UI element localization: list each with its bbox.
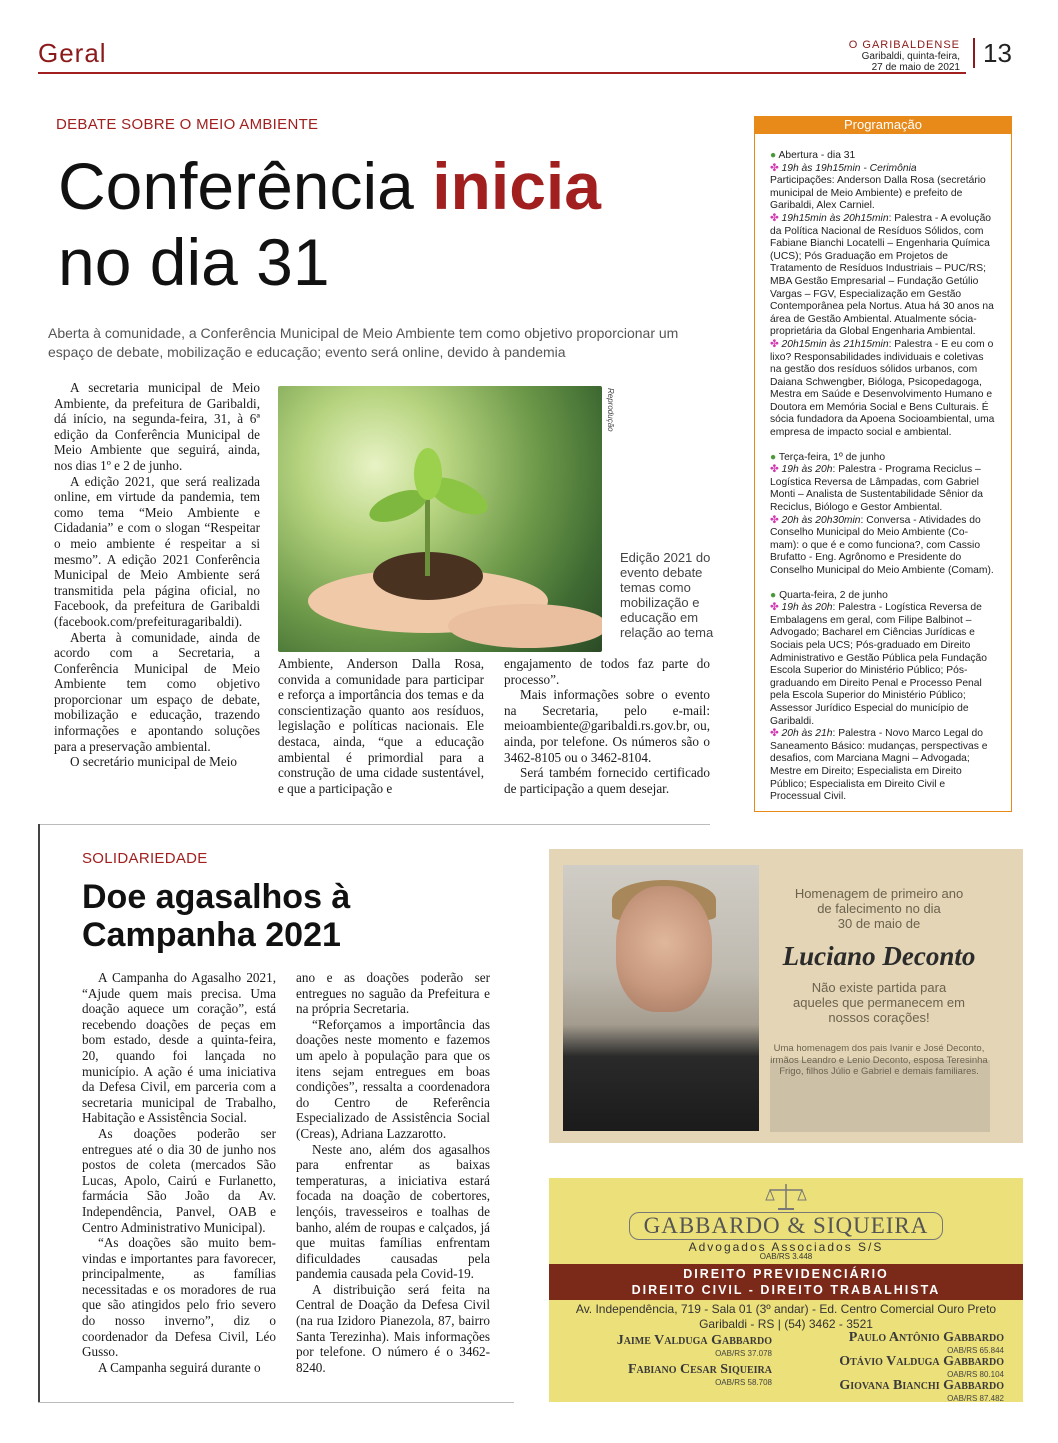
memorial-name: Luciano Deconto <box>782 941 976 971</box>
day-title: Abertura - dia 31 <box>778 150 856 161</box>
session-text: : Conversa - Atividades do Conselho Municipal do Meio Ambiente (Co-mam): o que é e como funciona?, com Cassio Brufatto - Eng. Agrônomo e Presidente do Conselho Municipal do Meio Ambiente (Comam). <box>770 514 994 576</box>
date-line-2: 27 de maio de 2021 <box>871 62 960 73</box>
paragraph: As doações poderão ser entregues até o dia 30 de junho nos postos de coleta (mercados São Lucas, Apolo, Cairú e Furlanetto, farmácia São João da Av. Independência, Panvel, OAB e Centro Administrativo Municipal). <box>82 1125 276 1235</box>
memorial-message: nossos corações! <box>828 1010 930 1025</box>
section-divider <box>38 824 710 825</box>
session-time: 19h às 20h <box>781 464 833 476</box>
hands-seedling-illustration <box>278 386 602 652</box>
lawyer-name: Otávio Valduga Gabbardo <box>839 1354 1004 1369</box>
law-firm-address: Av. Independência, 719 - Sala 01 (3º andar) - Ed. Centro Comercial Ouro Preto <box>575 1302 997 1316</box>
paragraph: A secretaria municipal de Meio Ambiente, da prefeitura de Garibaldi, dá início, na segunda-feira, 31, à 6ª edição da Conferência Municipal de Meio Ambiente que seguirá, ainda, nos dias 1º e 2 de junho. <box>54 380 260 473</box>
lawyer-oab: OAB/RS 58.708 <box>715 1378 772 1387</box>
lawyer <box>572 1362 772 1387</box>
article1-column-3 <box>504 656 710 796</box>
lawyer-oab: OAB/RS 37.078 <box>715 1349 772 1358</box>
portrait-face <box>616 886 712 1012</box>
paragraph: “As doações são muito bem-vindas e importantes para favorecer, principalmente, as famílias necessitadas e os moradores de rua que são atingidos pelo frio severo do nosso inverno”, diz o coordenador da Defesa Civil, Léo Gusso. <box>82 1235 276 1360</box>
flower-icon: ✤ <box>770 514 779 526</box>
article2-side-rule <box>38 824 40 1402</box>
masthead <box>849 40 960 73</box>
page-number-divider <box>973 38 975 68</box>
memorial-family: Uma homenagem dos pais Ivanir e José Deconto, irmãos Leandro e Lenio Deconto, esposa Teresinha Frigo, filhos Júlio e Gabriel e demais familiares. <box>770 1043 988 1077</box>
paragraph: ano e as doações poderão ser entregues no saguão da Prefeitura e na própria Secretaria. <box>296 970 490 1017</box>
article2-column-2 <box>296 970 490 1375</box>
day-title: Terça-feira, 1º de junho <box>778 451 886 463</box>
session-text: : Palestra - E eu com o lixo? Responsabilidades individuais e coletivas na gestão dos resíduos sólidos urbanos, com Daiana Schwengber, Bióloga, Psicopedagoga, Mestra em Saúde e Desenvolvimento Humano e Doutora em Memória Social e Bens Culturais. É sócia fundadora da Apoena Socioambiental, uma empresa de impacto social e ambiental. <box>770 338 995 439</box>
paragraph: Aberta à comunidade, ainda de acordo com a Secretaria, a Conferência Municipal de Meio Ambiente tem como objetivo proporcionar um espaço de debate, mobilização e educação, trazendo informações e apontando soluções para a preservação ambiental. <box>54 629 260 754</box>
bottom-divider <box>38 1402 514 1403</box>
practice-area: DIREITO PREVIDENCIÁRIO <box>683 1267 889 1281</box>
flower-icon: ✤ <box>770 162 779 174</box>
paper-name: O GARIBALDENSE <box>848 39 960 51</box>
page-number: 13 <box>983 38 1012 68</box>
lawyer-name: Paulo Antônio Gabbardo <box>848 1330 1004 1345</box>
flower-icon: ✤ <box>770 464 779 476</box>
session-time: 19h às 20h <box>781 602 833 614</box>
program-day <box>770 452 996 578</box>
header-rule <box>38 72 966 74</box>
day-title: Quarta-feira, 2 de junho <box>779 589 888 601</box>
seedling-photo <box>278 386 602 652</box>
paragraph: A Campanha do Agasalho 2021, “Ajude quem mais precisa. Uma doação aquece um coração”, está recebendo doações de peças em bom estado, desde a quinta-feira, 20, quando foi lançada no município. A ação é uma iniciativa da Defesa Civil, em parceria com a secretaria municipal de Trabalho, Habitação e Assistência Social. <box>82 970 276 1126</box>
session-time: 19h15min às 20h15min <box>781 212 889 224</box>
paragraph: engajamento de todos faz parte do processo”. <box>504 656 710 687</box>
bullet-icon: ● <box>770 150 777 161</box>
paragraph: Neste ano, além dos agasalhos para enfrentar as baixas temperaturas, a iniciativa estará focada na doação de cobertores, lençóis, travesseiros e toalhas de banho, além de roupas e calçados, já que muitas famílias enfrentam dificuldades causadas pela pandemia causada pela Covid-19. <box>296 1141 490 1282</box>
session-text: : Palestra - Logística Reversa de Embalagens em geral, com Filipe Balbinot – Advogado; Bacharel em Ciências Jurídicas e Sociais pela UCS; Pós-graduado em Direito Administrativo e Gestão Pública pela Fundação Escola Superior do Ministério Público; Pós-graduando em Direito Penal e Processo Penal pela Escola Superior do Ministério Público; Assessor Jurídico Especial do município de Garibaldi. <box>770 602 987 727</box>
section-name: Geral <box>38 38 107 68</box>
law-firm-phone: Garibaldi - RS | (54) 3462 - 3521 <box>699 1317 873 1331</box>
paragraph: Mais informações sobre o evento na Secretaria, pelo e-mail: meioambiente@garibaldi.rs.gov.br, ou, ainda, por telefone. Os números são o 3462-8105 ou o 3462-8104. <box>504 687 710 765</box>
article2-headline: Doe agasalhos à Campanha 2021 <box>82 878 351 954</box>
lawyer-name: Giovana Bianchi Gabbardo <box>839 1378 1004 1393</box>
lawyer-oab: OAB/RS 65.844 <box>947 1346 1004 1355</box>
headline-part-1: Conferência <box>58 149 433 223</box>
session-time: 20h às 20h30min <box>781 514 861 526</box>
program-day <box>770 150 996 440</box>
article1-kicker: DEBATE SOBRE O MEIO AMBIENTE <box>56 116 319 133</box>
memorial-line: Homenagem de primeiro ano <box>794 886 964 901</box>
article1-lead: Aberta à comunidade, a Conferência Municipal de Meio Ambiente tem como objetivo proporcionar um espaço de debate, mobilização e educação; evento será online, devido à pandemia <box>48 325 679 360</box>
program-list <box>770 150 996 804</box>
headline-part-2: no dia 31 <box>58 225 330 299</box>
law-firm-name <box>549 1212 1023 1240</box>
date-line-1: Garibaldi, quinta-feira, <box>861 51 960 62</box>
flower-icon: ✤ <box>770 728 779 740</box>
lawyer-name: Jaime Valduga Gabbardo <box>616 1333 772 1348</box>
paragraph: Ambiente, Anderson Dalla Rosa, convida a comunidade para participar e reforça a importância dos temas e da conscientização quanto aos resíduos, legislação e políticas nacionais. Ele destaca, ainda, “que a educação ambiental é primordial para a construção de uma cidade sustentável, e que a participação e <box>278 656 484 796</box>
flower-icon: ✤ <box>770 338 779 350</box>
memorial-line: de falecimento no dia <box>817 901 941 916</box>
session-text: : Palestra - Novo Marco Legal do Saneamento Básico: mudanças, perspectivas e desafios, com Marciana Magni – Advogada; Mestre em Direito; Especialista em Direito Público; Especialista em Direito Civil e Processual Civil. <box>770 728 988 803</box>
lawyer-name: Fabiano Cesar Siqueira <box>627 1362 772 1377</box>
session-time: 20h às 21h <box>781 728 833 740</box>
memorial-message: aqueles que permanecem em <box>793 995 965 1010</box>
photo-credit: Reprodução <box>606 388 615 432</box>
program-heading: Programação <box>754 116 1012 134</box>
paragraph: O secretário municipal de Meio <box>70 754 237 770</box>
session-time: 19h às 19h15min - Cerimônia <box>781 162 917 174</box>
practice-area: DIREITO CIVIL - DIREITO TRABALHISTA <box>631 1283 941 1297</box>
session-text: : Palestra - Programa Reciclus – Logística Reversa de Lâmpadas, com Gabriel Monti – Analista de Sustentabilidade Sênior da Reciclus, Biólogo e Gestor Ambiental. <box>770 464 983 514</box>
lawyer-oab: OAB/RS 87.482 <box>947 1394 1004 1403</box>
flower-icon: ✤ <box>770 212 779 224</box>
flower-icon: ✤ <box>770 602 779 614</box>
bullet-icon: ● <box>770 451 777 463</box>
paragraph: A distribuição será feita na Central de Doação da Defesa Civil (na rua Izidoro Pianezola, 87, bairro Santa Terezinha). Mais informações por telefone. O número é o 3462-8240. <box>296 1281 490 1375</box>
session-time: 20h15min às 21h15min <box>781 338 889 350</box>
session-text: Participações: Anderson Dalla Rosa (secretário municipal de Meio Ambiente) e prefeito de Garibaldi, Alex Carniel. <box>770 175 986 212</box>
lawyer <box>788 1330 1004 1355</box>
law-firm-subtitle: Advogados Associados S/S <box>688 1240 884 1254</box>
lawyer-oab: OAB/RS 80.104 <box>947 1370 1004 1379</box>
bullet-icon: ● <box>770 589 777 601</box>
paragraph: A Campanha seguirá durante o <box>98 1359 261 1375</box>
lawyer <box>572 1333 772 1358</box>
photo-caption: Edição 2021 do evento debate temas como mobilização e educação em relação ao tema <box>620 550 714 640</box>
article1-column-2 <box>278 656 484 796</box>
memorial-line: 30 de maio de <box>837 916 921 931</box>
practice-areas-band <box>549 1264 1023 1300</box>
article2-column-1 <box>82 970 276 1375</box>
law-firm-oab: OAB/RS 3.448 <box>759 1252 813 1261</box>
session-text: : Palestra - A evolução da Política Nacional de Resíduos Sólidos, com Fabiane Bianchi Locatelli – Engenharia Química (UCS); Pós Graduação em Projetos de Tratamento de Resíduos Industriais – PUC/RS; MBA Gestão Empresarial – Fundação Getúlio Vargas – FGV, Especialização em Gestão Contemporânea pela Nortus. Atua há 30 anos na área de Gestão Ambiental. Atualmente sócia-proprietária da Global Engenharia Ambiental. <box>770 212 994 338</box>
lawyer <box>778 1378 1004 1403</box>
article1-column-1 <box>54 380 260 770</box>
article1-headline <box>58 148 738 300</box>
headline-highlight: inicia <box>432 149 601 223</box>
scales-of-justice-icon <box>764 1182 808 1212</box>
paragraph: “Reforçamos a importância das doações neste momento e fazemos um apelo à população para que os itens sejam entregues em boas condições”, ressalta a coordenadora do Centro de Referência Especializado de Assistência Social (Creas), Adriana Lazzarotto. <box>296 1016 490 1141</box>
memorial-message: Não existe partida para <box>811 980 947 995</box>
law-firm-name-text: GABBARDO & SIQUEIRA <box>629 1212 944 1240</box>
paragraph: Será também fornecido certificado de participação a quem desejar. <box>504 765 710 796</box>
paragraph: A edição 2021, que será realizada online, em virtude da pandemia, tem como tema “Meio Ambiente e Cidadania” e com o slogan “Respeitar o meio ambiente é respeitar a si mesmo”. A edição 2021 Conferência Municipal de Meio Ambiente será transmitida pela página oficial, no Facebook, da prefeitura de Garibaldi (facebook.com/prefeituragaribaldi). <box>54 473 260 629</box>
memorial-text <box>766 886 992 1078</box>
article2-kicker: SOLIDARIEDADE <box>82 850 208 867</box>
lawyer <box>788 1354 1004 1379</box>
program-day <box>770 590 996 804</box>
